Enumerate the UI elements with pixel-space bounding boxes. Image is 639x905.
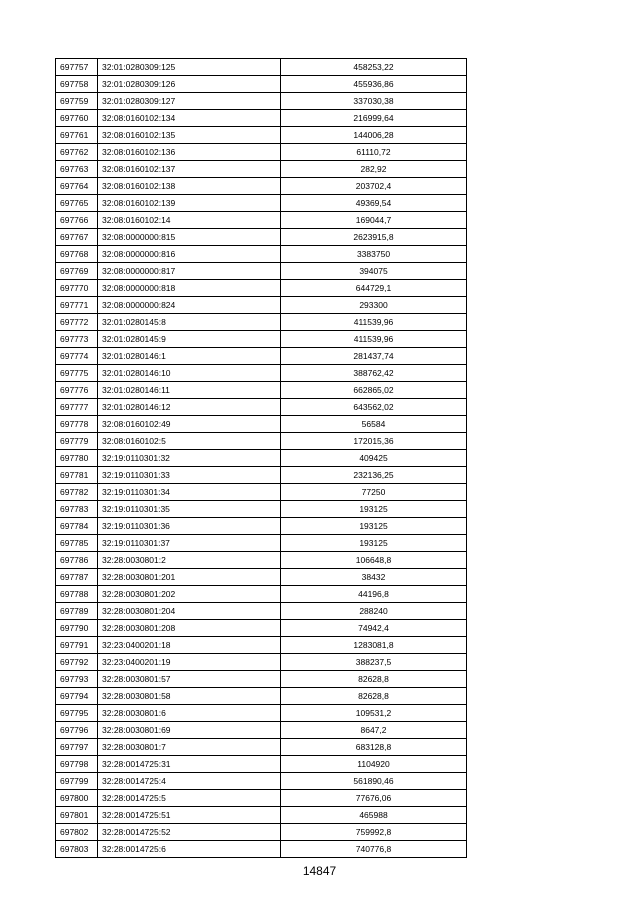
table-row: [56, 501, 467, 518]
cadastral-value-cell: 74942,4: [281, 620, 467, 637]
row-number-cell: 697802: [56, 824, 98, 841]
cadastral-value-cell: 169044,7: [281, 212, 467, 229]
cadastral-value-cell: 455936,86: [281, 76, 467, 93]
cadastral-number-cell: 32:28:0014725:52: [98, 824, 281, 841]
table-row: [56, 161, 467, 178]
table-row: [56, 246, 467, 263]
cadastral-number-cell: 32:01:0280309:126: [98, 76, 281, 93]
row-number-cell: 697758: [56, 76, 98, 93]
table-row: [56, 722, 467, 739]
row-number-cell: 697778: [56, 416, 98, 433]
cadastral-value-cell: 281437,74: [281, 348, 467, 365]
table-row: [56, 586, 467, 603]
cadastral-number-cell: 32:28:0030801:204: [98, 603, 281, 620]
table-row: [56, 280, 467, 297]
row-number-cell: 697761: [56, 127, 98, 144]
table-row: [56, 824, 467, 841]
cadastral-number-cell: 32:08:0160102:49: [98, 416, 281, 433]
row-number-cell: 697786: [56, 552, 98, 569]
cadastral-value-cell: 109531,2: [281, 705, 467, 722]
row-number-cell: 697791: [56, 637, 98, 654]
table-row: [56, 739, 467, 756]
cadastral-value-cell: 3383750: [281, 246, 467, 263]
table-row: [56, 399, 467, 416]
cadastral-number-cell: 32:01:0280146:12: [98, 399, 281, 416]
cadastral-value-cell: 759992,8: [281, 824, 467, 841]
cadastral-number-cell: 32:01:0280146:11: [98, 382, 281, 399]
cadastral-value-cell: 662865,02: [281, 382, 467, 399]
table-row: [56, 756, 467, 773]
table-body: [56, 59, 467, 858]
cadastral-number-cell: 32:08:0160102:138: [98, 178, 281, 195]
cadastral-value-cell: 561890,46: [281, 773, 467, 790]
row-number-cell: 697783: [56, 501, 98, 518]
table-row: [56, 620, 467, 637]
cadastral-value-cell: 282,92: [281, 161, 467, 178]
cadastral-value-cell: 8647,2: [281, 722, 467, 739]
cadastral-value-cell: 394075: [281, 263, 467, 280]
table-row: [56, 654, 467, 671]
cadastral-value-cell: 683128,8: [281, 739, 467, 756]
cadastral-value-cell: 1104920: [281, 756, 467, 773]
row-number-cell: 697769: [56, 263, 98, 280]
cadastral-value-cell: 409425: [281, 450, 467, 467]
cadastral-value-cell: 193125: [281, 535, 467, 552]
cadastral-value-cell: 232136,25: [281, 467, 467, 484]
table-row: [56, 671, 467, 688]
cadastral-number-cell: 32:19:0110301:33: [98, 467, 281, 484]
table-row: [56, 382, 467, 399]
cadastral-value-cell: 49369,54: [281, 195, 467, 212]
cadastral-value-cell: 44196,8: [281, 586, 467, 603]
row-number-cell: 697799: [56, 773, 98, 790]
row-number-cell: 697764: [56, 178, 98, 195]
page-number: 14847: [302, 864, 337, 878]
cadastral-value-cell: 77676,06: [281, 790, 467, 807]
row-number-cell: 697782: [56, 484, 98, 501]
row-number-cell: 697785: [56, 535, 98, 552]
table-row: [56, 348, 467, 365]
table-row: [56, 331, 467, 348]
row-number-cell: 697796: [56, 722, 98, 739]
table-row: [56, 76, 467, 93]
row-number-cell: 697760: [56, 110, 98, 127]
cadastral-number-cell: 32:08:0160102:135: [98, 127, 281, 144]
cadastral-value-table: [55, 58, 467, 858]
table-row: [56, 535, 467, 552]
table-row: [56, 518, 467, 535]
row-number-cell: 697780: [56, 450, 98, 467]
table-row: [56, 552, 467, 569]
cadastral-number-cell: 32:23:0400201:18: [98, 637, 281, 654]
cadastral-number-cell: 32:01:0280309:125: [98, 59, 281, 76]
table-row: [56, 297, 467, 314]
table-row: [56, 93, 467, 110]
row-number-cell: 697759: [56, 93, 98, 110]
table-row: [56, 467, 467, 484]
cadastral-number-cell: 32:08:0160102:137: [98, 161, 281, 178]
row-number-cell: 697803: [56, 841, 98, 858]
row-number-cell: 697767: [56, 229, 98, 246]
cadastral-number-cell: 32:01:0280145:9: [98, 331, 281, 348]
cadastral-value-cell: 337030,38: [281, 93, 467, 110]
cadastral-value-cell: 193125: [281, 518, 467, 535]
cadastral-value-cell: 465988: [281, 807, 467, 824]
row-number-cell: 697772: [56, 314, 98, 331]
cadastral-value-cell: 82628,8: [281, 688, 467, 705]
row-number-cell: 697789: [56, 603, 98, 620]
table-row: [56, 127, 467, 144]
cadastral-value-cell: 1283081,8: [281, 637, 467, 654]
cadastral-value-cell: 77250: [281, 484, 467, 501]
table-row: [56, 841, 467, 858]
cadastral-number-cell: 32:28:0030801:57: [98, 671, 281, 688]
row-number-cell: 697793: [56, 671, 98, 688]
cadastral-value-cell: 106648,8: [281, 552, 467, 569]
row-number-cell: 697773: [56, 331, 98, 348]
cadastral-value-cell: 411539,96: [281, 331, 467, 348]
cadastral-value-cell: 38432: [281, 569, 467, 586]
cadastral-value-cell: 458253,22: [281, 59, 467, 76]
cadastral-number-cell: 32:28:0030801:2: [98, 552, 281, 569]
cadastral-value-cell: 56584: [281, 416, 467, 433]
cadastral-value-cell: 643562,02: [281, 399, 467, 416]
table-row: [56, 569, 467, 586]
cadastral-value-cell: 144006,28: [281, 127, 467, 144]
cadastral-number-cell: 32:01:0280146:10: [98, 365, 281, 382]
row-number-cell: 697795: [56, 705, 98, 722]
cadastral-value-cell: 293300: [281, 297, 467, 314]
row-number-cell: 697774: [56, 348, 98, 365]
table-row: [56, 229, 467, 246]
row-number-cell: 697763: [56, 161, 98, 178]
cadastral-number-cell: 32:08:0000000:815: [98, 229, 281, 246]
table-row: [56, 450, 467, 467]
cadastral-number-cell: 32:08:0000000:816: [98, 246, 281, 263]
table-row: [56, 773, 467, 790]
cadastral-number-cell: 32:28:0030801:69: [98, 722, 281, 739]
row-number-cell: 697779: [56, 433, 98, 450]
cadastral-number-cell: 32:28:0014725:6: [98, 841, 281, 858]
cadastral-value-cell: 388237,5: [281, 654, 467, 671]
cadastral-number-cell: 32:01:0280146:1: [98, 348, 281, 365]
row-number-cell: 697787: [56, 569, 98, 586]
cadastral-number-cell: 32:08:0000000:818: [98, 280, 281, 297]
cadastral-number-cell: 32:01:0280309:127: [98, 93, 281, 110]
row-number-cell: 697794: [56, 688, 98, 705]
row-number-cell: 697797: [56, 739, 98, 756]
cadastral-number-cell: 32:19:0110301:37: [98, 535, 281, 552]
table-row: [56, 484, 467, 501]
row-number-cell: 697801: [56, 807, 98, 824]
cadastral-number-cell: 32:28:0014725:51: [98, 807, 281, 824]
cadastral-value-cell: 61110,72: [281, 144, 467, 161]
cadastral-value-cell: 82628,8: [281, 671, 467, 688]
cadastral-value-cell: 2623915,8: [281, 229, 467, 246]
cadastral-number-cell: 32:08:0160102:136: [98, 144, 281, 161]
cadastral-number-cell: 32:08:0160102:5: [98, 433, 281, 450]
cadastral-number-cell: 32:28:0014725:5: [98, 790, 281, 807]
table-row: [56, 790, 467, 807]
row-number-cell: 697784: [56, 518, 98, 535]
row-number-cell: 697766: [56, 212, 98, 229]
table-row: [56, 195, 467, 212]
table-row: [56, 416, 467, 433]
cadastral-number-cell: 32:01:0280145:8: [98, 314, 281, 331]
row-number-cell: 697771: [56, 297, 98, 314]
table-row: [56, 433, 467, 450]
table-row: [56, 807, 467, 824]
table-row: [56, 144, 467, 161]
cadastral-number-cell: 32:19:0110301:36: [98, 518, 281, 535]
row-number-cell: 697798: [56, 756, 98, 773]
cadastral-value-cell: 740776,8: [281, 841, 467, 858]
row-number-cell: 697788: [56, 586, 98, 603]
cadastral-number-cell: 32:08:0160102:139: [98, 195, 281, 212]
table-row: [56, 263, 467, 280]
cadastral-number-cell: 32:19:0110301:34: [98, 484, 281, 501]
row-number-cell: 697768: [56, 246, 98, 263]
cadastral-number-cell: 32:28:0030801:202: [98, 586, 281, 603]
cadastral-number-cell: 32:08:0000000:817: [98, 263, 281, 280]
cadastral-value-cell: 644729,1: [281, 280, 467, 297]
table-row: [56, 705, 467, 722]
cadastral-number-cell: 32:08:0160102:134: [98, 110, 281, 127]
cadastral-value-cell: 172015,36: [281, 433, 467, 450]
row-number-cell: 697777: [56, 399, 98, 416]
table-row: [56, 688, 467, 705]
cadastral-number-cell: 32:23:0400201:19: [98, 654, 281, 671]
table-row: [56, 314, 467, 331]
cadastral-number-cell: 32:08:0160102:14: [98, 212, 281, 229]
cadastral-value-cell: 193125: [281, 501, 467, 518]
cadastral-number-cell: 32:19:0110301:35: [98, 501, 281, 518]
cadastral-value-cell: 203702,4: [281, 178, 467, 195]
cadastral-number-cell: 32:28:0030801:201: [98, 569, 281, 586]
table-row: [56, 365, 467, 382]
table-row: [56, 212, 467, 229]
cadastral-number-cell: 32:19:0110301:32: [98, 450, 281, 467]
table-row: [56, 59, 467, 76]
cadastral-number-cell: 32:28:0030801:58: [98, 688, 281, 705]
cadastral-value-cell: 216999,64: [281, 110, 467, 127]
cadastral-value-cell: 388762,42: [281, 365, 467, 382]
cadastral-value-cell: 288240: [281, 603, 467, 620]
cadastral-value-cell: 411539,96: [281, 314, 467, 331]
row-number-cell: 697790: [56, 620, 98, 637]
row-number-cell: 697781: [56, 467, 98, 484]
cadastral-number-cell: 32:28:0030801:6: [98, 705, 281, 722]
cadastral-number-cell: 32:28:0030801:208: [98, 620, 281, 637]
cadastral-number-cell: 32:28:0014725:31: [98, 756, 281, 773]
row-number-cell: 697757: [56, 59, 98, 76]
row-number-cell: 697765: [56, 195, 98, 212]
row-number-cell: 697776: [56, 382, 98, 399]
table-row: [56, 637, 467, 654]
table-row: [56, 110, 467, 127]
row-number-cell: 697770: [56, 280, 98, 297]
cadastral-number-cell: 32:28:0030801:7: [98, 739, 281, 756]
table-row: [56, 178, 467, 195]
cadastral-number-cell: 32:28:0014725:4: [98, 773, 281, 790]
cadastral-number-cell: 32:08:0000000:824: [98, 297, 281, 314]
row-number-cell: 697792: [56, 654, 98, 671]
row-number-cell: 697800: [56, 790, 98, 807]
table-row: [56, 603, 467, 620]
row-number-cell: 697775: [56, 365, 98, 382]
row-number-cell: 697762: [56, 144, 98, 161]
